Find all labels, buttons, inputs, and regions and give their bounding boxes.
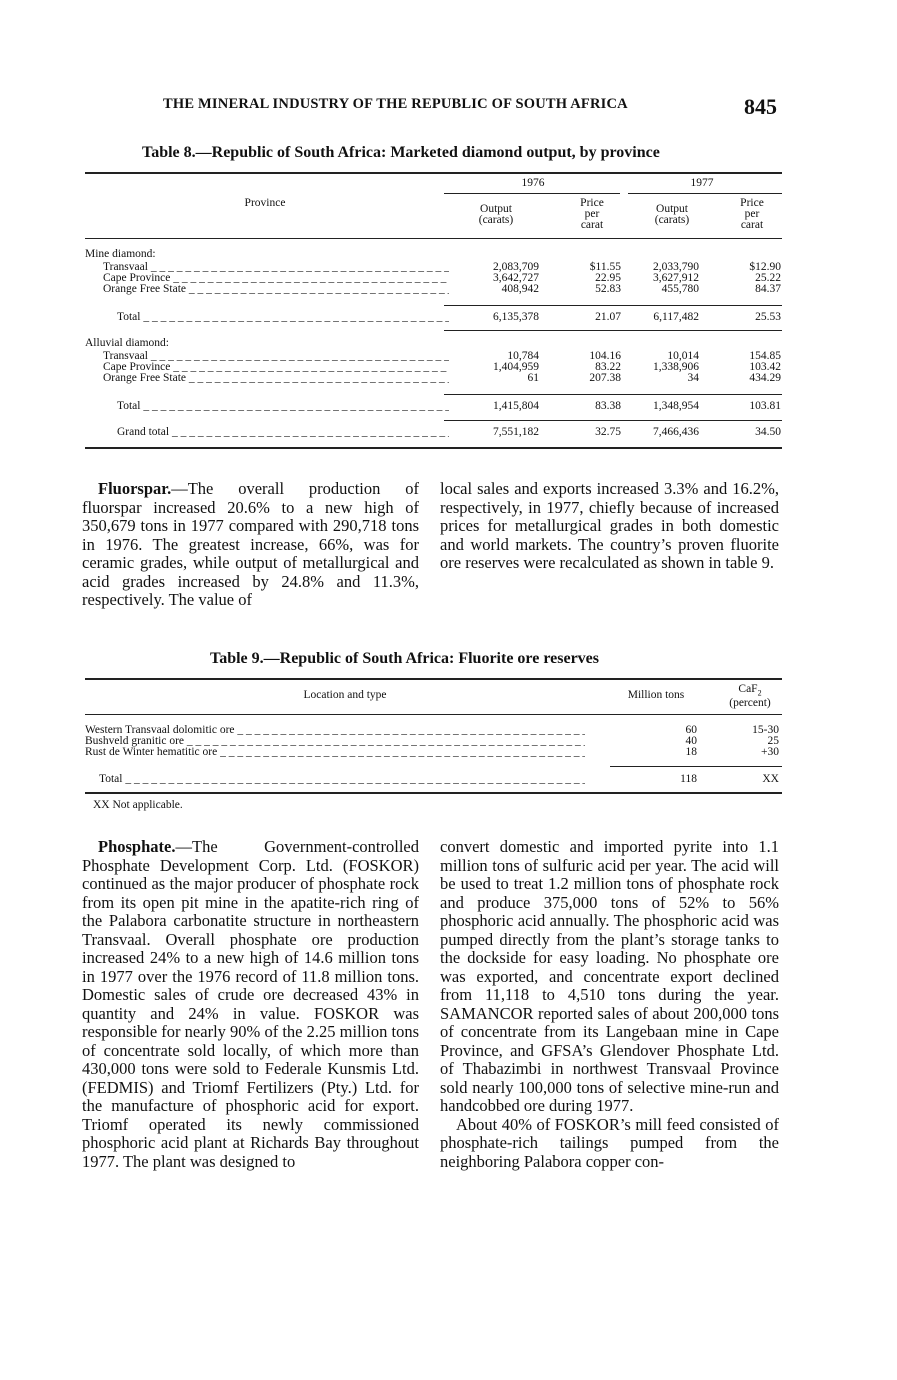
- table-row-label: Total _ _ _: [99, 774, 585, 785]
- table-cell: 103.81: [749, 400, 781, 412]
- table-cell: 84.37: [755, 283, 781, 295]
- phosphate-text-right-2: About 40% of FOSKOR’s mill feed consisted of phosphate-rich tailings pumped from the neighboring Palabora copper con-: [440, 1114, 779, 1171]
- table9-top-rule: [85, 678, 782, 680]
- table-cell: 6,135,378: [493, 311, 539, 323]
- running-head: THE MINERAL INDUSTRY OF THE REPUBLIC OF SOUTH AFRICA: [163, 96, 628, 112]
- table-row-label: Rust de Winter hematitic ore _ _ _: [85, 747, 585, 758]
- table-cell: 34: [687, 372, 699, 384]
- table-cell: 2,083,709: [493, 261, 539, 273]
- table9-caf2-header: CaF$_2$ (percent): [729, 683, 771, 710]
- table-cell: 3,642,727: [493, 272, 539, 284]
- table9-footnote: XX Not applicable.: [93, 799, 183, 811]
- table8-alluvial-subtotal-rule: [444, 394, 782, 395]
- fluorspar-text-right: local sales and exports increased 3.3% and 16.2%, respectively, in 1977, chiefly because of increased prices for metallurgical grades in both domestic and world markets. The country’s proven fluorite ore reserves were recalculated as shown in table 9.: [440, 479, 779, 572]
- table-cell: 434.29: [749, 372, 781, 384]
- table-cell: 10,014: [667, 350, 699, 362]
- table-cell: 83.22: [595, 361, 621, 373]
- table-cell: 21.07: [595, 311, 621, 323]
- table8-price-header-1976: Price per carat: [580, 197, 604, 231]
- phosphate-text-left: The Government-controlled Phosphate Development Corp. Ltd. (FOSKOR) continued as the major producer of phosphate rock from its open pit mine in the apatite-rich ring of the Palabora carbonatite structure in northeastern Transvaal. Overall phosphate ore production increased 24% to a new high of 14.6 million tons in 1977 over the 1976 record of 11.8 million tons. Domestic sales of crude ore decreased 43% in quantity and 24% in value. FOSKOR was responsible for nearly 90% of the 2.25 million tons of concentrate sold locally, of which more than 430,000 tons were sold to Federale Kunsmis Ltd. (FEDMIS) and Triomf Fertilizers (Pty.) Ltd. for the manufacture of phosphoric acid for export. Triomf operated its newly commissioned phosphoric acid plant at Richards Bay throughout 1977. The plant was designed to: [82, 837, 419, 1171]
- table-cell: 15-30: [752, 724, 779, 736]
- table8-grand-total-row: [85, 427, 785, 441]
- table8-output-header-1976: Output (carats): [478, 203, 514, 226]
- table8-year-1977: 1977: [690, 177, 714, 189]
- phosphate-heading: Phosphate.: [98, 837, 176, 856]
- table-cell: 103.42: [749, 361, 781, 373]
- fluorspar-heading: Fluorspar.: [98, 479, 172, 498]
- table-cell: 1,404,959: [493, 361, 539, 373]
- table9-header-rule: [85, 714, 782, 715]
- fluorspar-text-left: The overall production of fluorspar increased 20.6% to a new high of 350,679 tons in 1977 compared with 290,718 tons in 1976. The greatest increase, 66%, was for ceramic grades, while output of metallurgical and acid grades increased by 24.8% and 11.3%, respectively. The value of: [82, 479, 419, 609]
- table-cell: 118: [680, 773, 697, 785]
- table-row-label: Total _ _ _: [117, 401, 449, 412]
- table-cell: 1,348,954: [653, 400, 699, 412]
- table-cell: 3,627,912: [653, 272, 699, 284]
- phosphate-left-column: Phosphate.—The Government-controlled Phosphate Development Corp. Ltd. (FOSKOR) continued as the major producer of phosphate rock from its open pit mine in the apatite-rich ring of the Palabora carbonatite structure in northeastern Transvaal. Overall phosphate ore production increased 24% to a new high of 14.6 million tons in 1977 over the 1976 record of 11.8 million tons. Domestic sales of crude ore decreased 43% in quantity and 24% in value. FOSKOR was responsible for nearly 90% of the 2.25 million tons of concentrate sold locally, of which more than 430,000 tons were sold to Federale Kunsmis Ltd. (FEDMIS) and Triomf Fertilizers (Pty.) Ltd. for the manufacture of phosphoric acid for export. Triomf operated its newly commissioned phosphoric acid plant at Richards Bay throughout 1977. The plant was designed to: [82, 837, 419, 1171]
- table-cell: +30: [761, 746, 779, 758]
- table-row-label: Bushveld granitic ore _ _ _: [85, 736, 585, 747]
- table-cell: 1,338,906: [653, 361, 699, 373]
- table-cell: 52.83: [595, 283, 621, 295]
- table9-bottom-rule: [85, 792, 782, 794]
- table-cell: 6,117,482: [653, 311, 699, 323]
- table-cell: 34.50: [755, 426, 781, 438]
- table8-year-rule-1977: [628, 193, 782, 194]
- table-row-label: Grand total _ _ _: [117, 427, 449, 438]
- table-cell: 207.38: [589, 372, 621, 384]
- table9-location-header: Location and type: [303, 689, 387, 701]
- table8-price-header-1977: Price per carat: [740, 197, 764, 231]
- table8-mine-heading: Mine diamond:: [85, 248, 156, 260]
- table8-top-rule: [85, 172, 782, 174]
- table-cell: 25.22: [755, 272, 781, 284]
- table8-alluvial-total-row: [85, 401, 785, 415]
- table-cell: 61: [527, 372, 539, 384]
- table8-province-header: Province: [244, 197, 286, 209]
- table-row-label: Transvaal _ _ _: [103, 351, 449, 362]
- table-cell: 10,784: [507, 350, 539, 362]
- phosphate-text-right-1: convert domestic and imported pyrite into 1.1 million tons of sulfuric acid per year. The acid will be used to treat 1.2 million tons of phosphate rock and produce 375,000 tons of 52% to 56% phosphoric acid annually. The phosphoric acid was pumped directly from the plant’s storage tanks to the dockside for easy loading. No phosphate ore was exported, and concentrate export declined from 11,118 to 4,510 tons during the year. SAMANCOR reported sales of about 200,000 tons of concentrate from its Langebaan mine in Cape Province, and GFSA’s Glendover Phosphate Ltd. of Thabazimbi in northwest Transvaal Province sold nearly 100,000 tons of selective mine-run and handcobbed ore during 1977.: [440, 837, 779, 1115]
- table-cell: 25.53: [755, 311, 781, 323]
- table-cell: $12.90: [749, 261, 781, 273]
- table9-total-row: [85, 774, 785, 788]
- table-cell: 25: [767, 735, 779, 747]
- table-cell: 455,780: [661, 283, 699, 295]
- table-cell: 408,942: [501, 283, 539, 295]
- table-cell: 18: [685, 746, 697, 758]
- table8-mine-total-rule: [444, 330, 782, 331]
- table9-tons-header: Million tons: [627, 689, 685, 701]
- table9-subtotal-rule: [610, 766, 782, 767]
- table8-bottom-rule: [85, 447, 782, 449]
- table-cell: 2,033,790: [653, 261, 699, 273]
- table-row-label: Total _ _ _: [117, 312, 449, 323]
- table-cell: 40: [685, 735, 697, 747]
- table-cell: 32.75: [595, 426, 621, 438]
- table-row-label: Cape Province _ _ _: [103, 273, 449, 284]
- fluorspar-right-column: [440, 480, 779, 573]
- table-row-label: Cape Province _ _ _: [103, 362, 449, 373]
- table8-year-rule-1976: [444, 193, 620, 194]
- table9-caption: Table 9.—Republic of South Africa: Fluorite ore reserves: [210, 650, 599, 667]
- table-cell: 22.95: [595, 272, 621, 284]
- table-cell: 104.16: [589, 350, 621, 362]
- table-cell: 60: [685, 724, 697, 736]
- table-cell: 83.38: [595, 400, 621, 412]
- table8-output-header-1977: Output (carats): [654, 203, 690, 226]
- table-cell: 154.85: [749, 350, 781, 362]
- table-row-label: Orange Free State _ _ _: [103, 373, 449, 384]
- table-row-label: Western Transvaal dolomitic ore _ _ _: [85, 725, 585, 736]
- table8-year-1976: 1976: [521, 177, 545, 189]
- table8-caption: Table 8.—Republic of South Africa: Marketed diamond output, by province: [142, 144, 660, 161]
- table-cell: 7,551,182: [493, 426, 539, 438]
- table-row-label: Transvaal _ _ _: [103, 262, 449, 273]
- table8-mine-total-row: [85, 312, 785, 326]
- table8-mine-rows: [85, 262, 785, 302]
- table9-rows: [85, 725, 785, 765]
- table-cell: 7,466,436: [653, 426, 699, 438]
- table8-alluvial-heading: Alluvial diamond:: [85, 337, 170, 349]
- table8-alluvial-total-rule: [444, 420, 782, 421]
- table-cell: XX: [762, 773, 779, 785]
- table8-alluvial-rows: [85, 351, 785, 391]
- table8-mine-subtotal-rule: [444, 305, 782, 306]
- table-row-label: Orange Free State _ _ _: [103, 284, 449, 295]
- page-number: 845: [744, 94, 777, 119]
- table-cell: 1,415,804: [493, 400, 539, 412]
- fluorspar-left-column: Fluorspar.—The overall production of fluorspar increased 20.6% to a new high of 350,679 tons in 1977 compared with 290,718 tons in 1976. The greatest increase, 66%, was for ceramic grades, while output of metallurgical and acid grades increased by 24.8% and 11.3%, respectively. The value of: [82, 479, 419, 609]
- table8-header-rule: [85, 238, 782, 239]
- phosphate-right-column: [440, 838, 779, 1171]
- table-cell: $11.55: [589, 261, 621, 273]
